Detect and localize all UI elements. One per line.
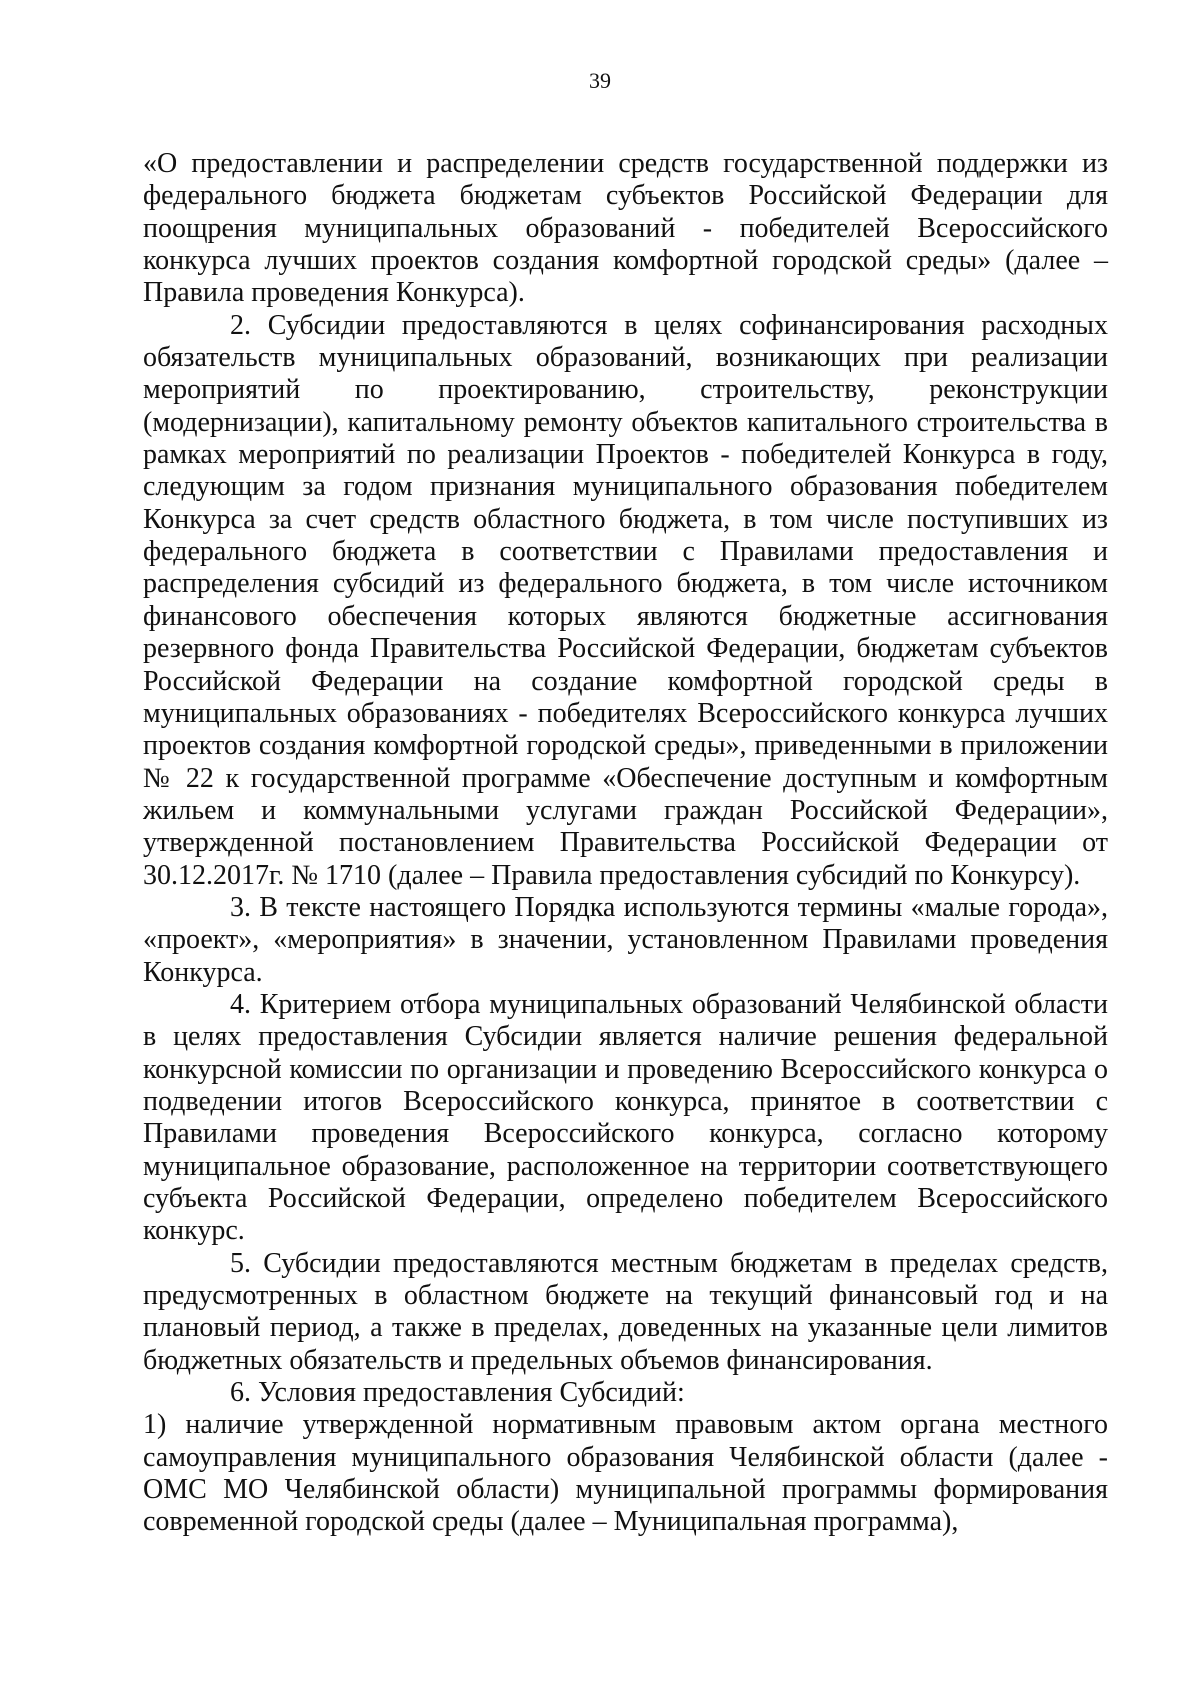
paragraph-item-2: 2. Субсидии предоставляются в целях софинансирования расходных обязательств муниципальных образований, возникающих при реализации мероприятий по проектированию, строительству, реконструкции (модернизации), капитальному ремонту объектов капитального строительства в рамках мероприятий по реализации Проектов - победителей Конкурса в году, следующим за годом признания муниципального образования победителем Конкурса за счет средств областного бюджета, в том числе поступивших из федерального бюджета в соответствии с Правилами предоставления и распределения субсидий из федерального бюджета, в том числе источником финансового обеспечения которых являются бюджетные ассигнования резервного фонда Правительства Российской Федерации, бюджетам субъектов Российской Федерации на создание комфортной городской среды в муниципальных образованиях - победителях Всероссийского конкурса лучших проектов создания комфортной городской среды», приведенными в приложении № 22 к государственной программе «Обеспечение доступным и комфортным жильем и коммунальными услугами граждан Российской Федерации», утвержденной постановлением Правительства Российской Федерации от 30.12.2017г. № 1710 (далее – Правила предоставления субсидий по Конкурсу). xyxy=(143,309,1108,891)
paragraph-item-5: 5. Субсидии предоставляются местным бюджетам в пределах средств, предусмотренных в областном бюджете на текущий финансовый год и на плановый период, а также в пределах, доведенных на указанные цели лимитов бюджетных обязательств и предельных объемов финансирования. xyxy=(143,1247,1108,1376)
document-body xyxy=(143,148,1108,1539)
paragraph-item-6: 6. Условия предоставления Субсидий: xyxy=(230,1377,685,1409)
paragraph-item-3: 3. В тексте настоящего Порядка используются термины «малые города», «проект», «мероприятия» в значении, установленном Правилами проведения Конкурса. xyxy=(143,891,1108,988)
page-number: 39 xyxy=(589,68,611,93)
paragraph-item-4: 4. Критерием отбора муниципальных образований Челябинской области в целях предоставления Субсидии является наличие решения федеральной конкурсной комиссии по организации и проведению Всероссийского конкурса о подведении итогов Всероссийского конкурса, принятое в соответствии с Правилами проведения Всероссийского конкурса, согласно которому муниципальное образование, расположенное на территории соответствующего субъекта Российской Федерации, определено победителем Всероссийского конкурс. xyxy=(143,988,1108,1247)
paragraph-continuation: «О предоставлении и распределении средств государственной поддержки из федерального бюджета бюджетам субъектов Российской Федерации для поощрения муниципальных образований - победителей Всероссийского конкурса лучших проектов создания комфортной городской среды» (далее – Правила проведения Конкурса). xyxy=(143,148,1108,309)
paragraph-subitem-1: 1) наличие утвержденной нормативным правовым актом органа местного самоуправления муниципального образования Челябинской области (далее - ОМС МО Челябинской области) муниципальной программы формирования современной городской среды (далее – Муниципальная программа), xyxy=(143,1409,1108,1538)
